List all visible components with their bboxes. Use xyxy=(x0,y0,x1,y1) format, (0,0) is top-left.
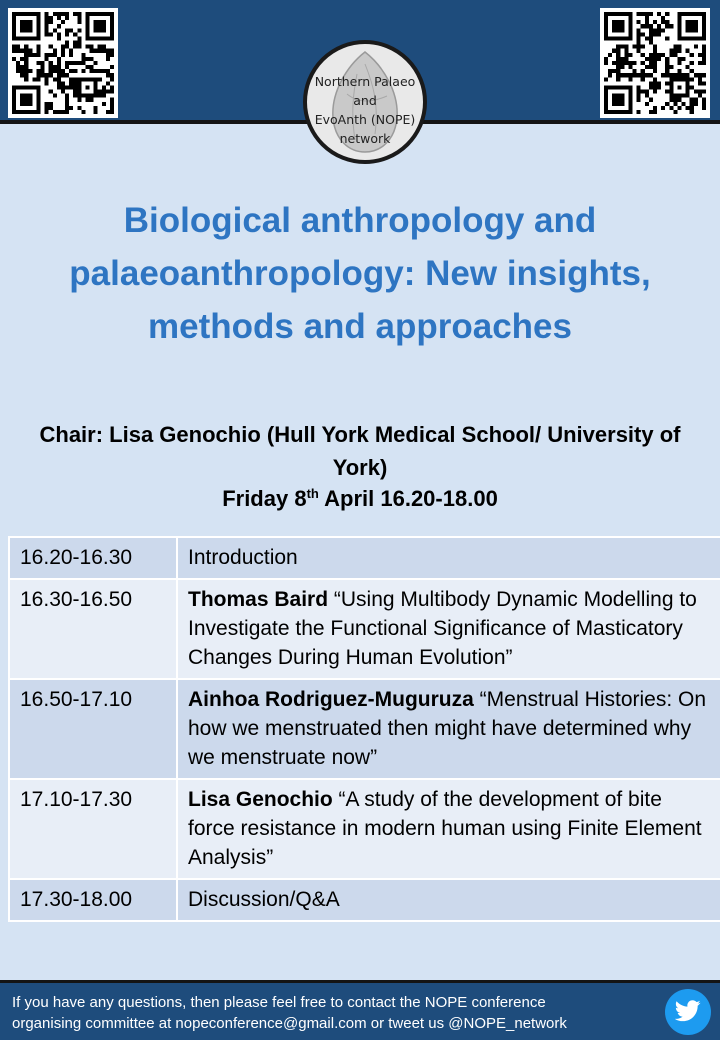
date-prefix: Friday 8 xyxy=(222,486,307,511)
slot-time: 16.50-17.10 xyxy=(9,679,177,779)
logo-line: Northern Palaeo xyxy=(314,74,416,89)
qr-code-right[interactable] xyxy=(600,8,710,118)
table-row xyxy=(9,679,720,779)
slot-description xyxy=(177,779,720,879)
twitter-bird-icon xyxy=(675,1000,701,1022)
logo-line: EvoAnth (NOPE) xyxy=(314,112,416,127)
slot-time: 16.20-16.30 xyxy=(9,537,177,579)
slot-description xyxy=(177,579,720,679)
slot-time: 17.10-17.30 xyxy=(9,779,177,879)
nope-network-logo xyxy=(303,40,427,164)
speaker-name: Thomas Baird xyxy=(188,588,329,611)
talk-title: “A study of the development of bite force resistance in modern human using Finite Element Analysis” xyxy=(188,788,702,869)
slot-text: Introduction xyxy=(188,546,298,569)
footer-line: If you have any questions, then please feel free to contact the NOPE conference xyxy=(12,994,546,1011)
session-date xyxy=(30,482,690,515)
table-row xyxy=(9,537,720,579)
footer-line: organising committee at nopeconference@gmail.com or tweet us @NOPE_network xyxy=(12,1015,567,1032)
footer-text xyxy=(12,992,652,1034)
table-row xyxy=(9,779,720,879)
table-row xyxy=(9,579,720,679)
qr-code-left[interactable] xyxy=(8,8,118,118)
schedule-table xyxy=(8,536,720,922)
session-title: Biological anthropology and palaeoanthropology: New insights, methods and approaches xyxy=(69,201,651,346)
footer-contact-banner xyxy=(0,980,720,1040)
qr-code-icon xyxy=(12,12,114,114)
logo-text xyxy=(307,72,423,148)
speaker-name: Ainhoa Rodriguez-Muguruza xyxy=(188,688,474,711)
slot-time: 16.30-16.50 xyxy=(9,579,177,679)
slot-description xyxy=(177,537,720,579)
slot-text: Discussion/Q&A xyxy=(188,888,340,911)
twitter-link[interactable] xyxy=(665,989,711,1035)
date-suffix: April 16.20-18.00 xyxy=(318,486,498,511)
table-row xyxy=(9,879,720,921)
speaker-name: Lisa Genochio xyxy=(188,788,333,811)
logo-line: and xyxy=(353,93,377,108)
session-chair: Chair: Lisa Genochio (Hull York Medical School/ University of York) xyxy=(39,422,681,480)
slot-description xyxy=(177,879,720,921)
logo-line: network xyxy=(339,131,391,146)
date-ordinal: th xyxy=(306,486,319,501)
slot-time: 17.30-18.00 xyxy=(9,879,177,921)
talk-title: “Menstrual Histories: On how we menstruated then might have determined why we menstruate now” xyxy=(188,688,707,769)
qr-code-icon xyxy=(604,12,706,114)
talk-title: “Using Multibody Dynamic Modelling to Investigate the Functional Significance of Masticatory Changes During Human Evolution” xyxy=(188,588,697,669)
slot-description xyxy=(177,679,720,779)
